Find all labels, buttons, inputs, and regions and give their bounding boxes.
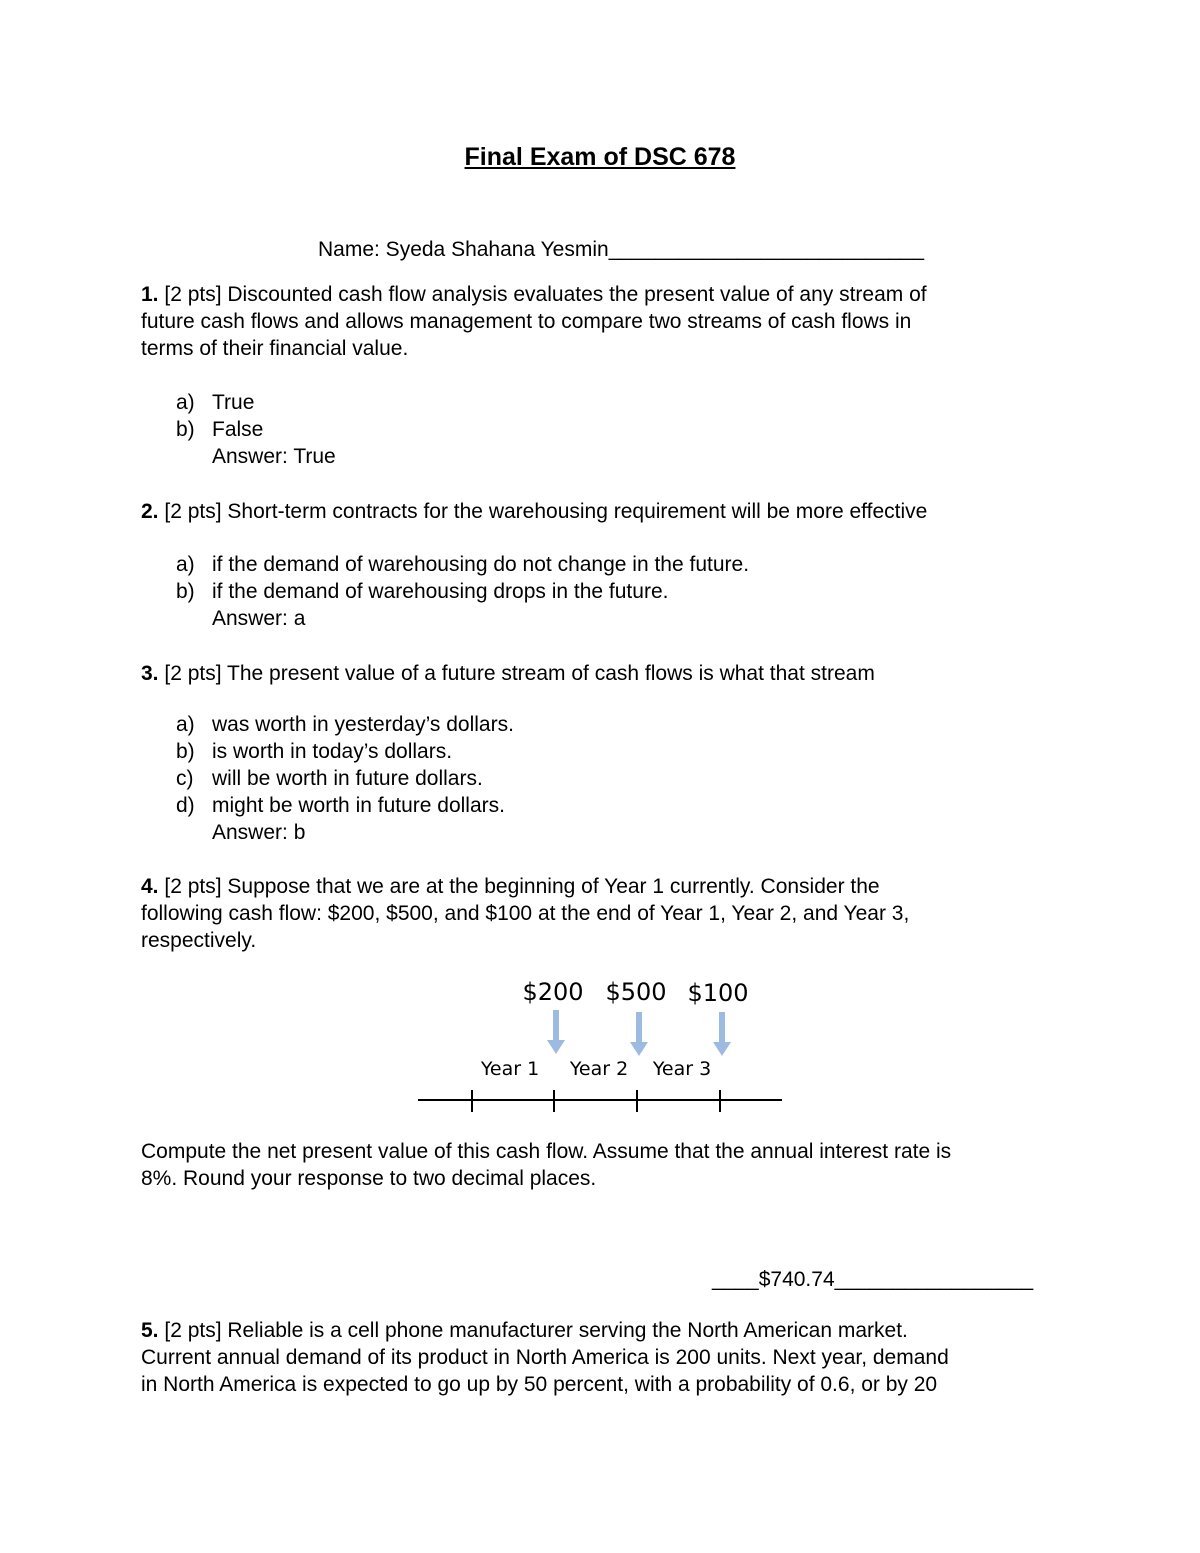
q4-followup-1: Compute the net present value of this cash flow. Assume that the annual interest rate is [141, 1140, 952, 1163]
option-label: b) [176, 580, 195, 603]
q4-line-1 [141, 873, 880, 900]
q4-followup-2: 8%. Round your response to two decimal places. [141, 1167, 597, 1190]
option-text: False [212, 418, 264, 441]
arrow-year-1 [547, 1010, 565, 1054]
q3-answer: Answer: b [212, 821, 306, 844]
option-label: a) [176, 713, 195, 736]
q5-line-1 [141, 1317, 908, 1344]
q2-number: 2. [141, 500, 159, 523]
q1-line-3: terms of their financial value. [141, 337, 409, 360]
option-text: True [212, 391, 255, 414]
q1-text-1: [2 pts] Discounted cash flow analysis evaluates the present value of any stream of [164, 283, 927, 306]
arrow-year-3 [713, 1012, 731, 1056]
option-label: a) [176, 391, 195, 414]
q1-number: 1. [141, 283, 159, 306]
option-label: d) [176, 794, 195, 817]
amount-year-1: $200 [522, 978, 584, 1006]
q2-line-1 [141, 498, 927, 525]
q2-text-1: [2 pts] Short-term contracts for the warehousing requirement will be more effective [164, 500, 928, 523]
q3-line-1 [141, 660, 875, 687]
q5-text-1: [2 pts] Reliable is a cell phone manufacturer serving the North American market. [164, 1319, 908, 1342]
option-text: if the demand of warehousing do not change in the future. [212, 553, 750, 576]
option-text: is worth in today’s dollars. [212, 740, 453, 763]
q1-line-2: future cash flows and allows management to compare two streams of cash flows in [141, 310, 912, 333]
page-title: Final Exam of DSC 678 [464, 143, 736, 171]
option-label: c) [176, 767, 194, 790]
option-label: a) [176, 553, 195, 576]
arrow-year-2 [630, 1012, 648, 1056]
option-label: b) [176, 418, 195, 441]
option-text: if the demand of warehousing drops in the future. [212, 580, 669, 603]
student-name-line: Name: Syeda Shahana Yesmin___________________________ [318, 238, 925, 261]
option-text: might be worth in future dollars. [212, 794, 505, 817]
q5-line-2: Current annual demand of its product in North America is 200 units. Next year, demand [141, 1346, 949, 1369]
option-label: b) [176, 740, 195, 763]
q1-answer: Answer: True [212, 445, 336, 468]
q4-line-2: following cash flow: $200, $500, and $100 at the end of Year 1, Year 2, and Year 3, [141, 902, 910, 925]
q3-text-1: [2 pts] The present value of a future stream of cash flows is what that stream [164, 662, 875, 685]
q3-number: 3. [141, 662, 159, 685]
cash-flow-timeline-diagram [410, 972, 790, 1122]
q1-line-1 [141, 281, 927, 308]
q4-line-3: respectively. [141, 929, 257, 952]
q2-answer: Answer: a [212, 607, 306, 630]
option-text: will be worth in future dollars. [212, 767, 483, 790]
option-text: was worth in yesterday’s dollars. [212, 713, 514, 736]
amount-year-3: $100 [687, 979, 749, 1007]
year-2-label: Year 2 [569, 1058, 629, 1080]
q4-number: 4. [141, 875, 159, 898]
amount-year-2: $500 [605, 978, 667, 1006]
q5-line-3: in North America is expected to go up by 50 percent, with a probability of 0.6, or by 20 [141, 1373, 938, 1396]
year-3-label: Year 3 [652, 1058, 712, 1080]
q4-text-1: [2 pts] Suppose that we are at the beginning of Year 1 currently. Consider the [164, 875, 880, 898]
year-1-label: Year 1 [480, 1058, 540, 1080]
q4-answer-line: ____$740.74_________________ [712, 1268, 1034, 1291]
q5-number: 5. [141, 1319, 159, 1342]
